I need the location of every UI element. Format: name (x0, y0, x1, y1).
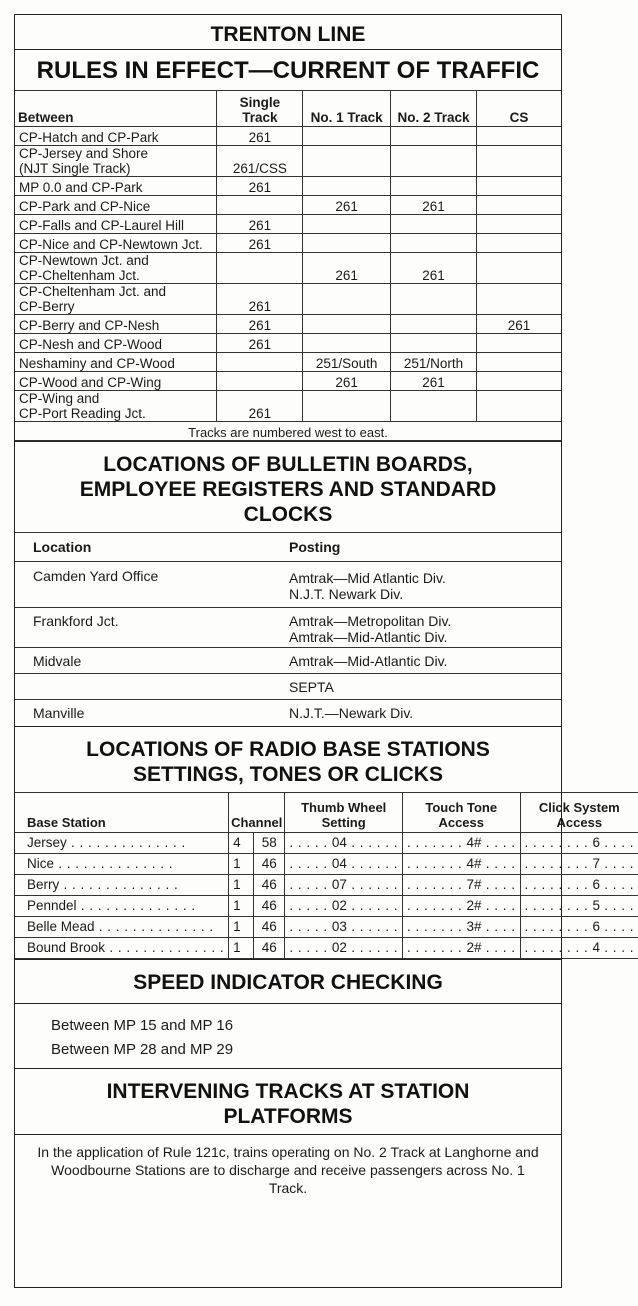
rules-cell-value: 251/North (391, 353, 477, 372)
rules-cell-value (476, 391, 561, 422)
radio-touch-value: 3# (466, 919, 482, 934)
bulletin-row (15, 674, 561, 700)
rules-cell-value (476, 253, 561, 284)
radio-channel-b: 46 (254, 916, 285, 937)
rules-cell-value (391, 127, 477, 146)
radio-click: . . . . . . . . 6 . . . . (520, 832, 638, 853)
radio-touch: . . . . . . . 2# . . . . (402, 937, 520, 958)
rules-note: Tracks are numbered west to east. (15, 422, 561, 441)
bulletin-posting: Amtrak—Mid Atlantic Div. N.J.T. Newark Div. (271, 562, 561, 608)
radio-thumb-value: 04 (331, 835, 347, 850)
speed-title: SPEED INDICATOR CHECKING (133, 970, 443, 994)
bulletin-location (15, 674, 271, 700)
rules-cell-value (476, 127, 561, 146)
rules-cell-value (391, 234, 477, 253)
radio-channel-b: 46 (254, 874, 285, 895)
radio-touch: . . . . . . . 4# . . . . (402, 853, 520, 874)
intervening-text: In the application of Rule 121c, trains operating on No. 2 Track at Langhorne and Woodbourne Stations are to discharge and receive passengers across No. 1 Track. (37, 1143, 539, 1196)
radio-channel-a: 1 (229, 937, 254, 958)
radio-thumb: . . . . . 04 . . . . . . (285, 832, 403, 853)
radio-click: . . . . . . . . 7 . . . . (520, 853, 638, 874)
radio-thumb: . . . . . 03 . . . . . . (285, 916, 403, 937)
rules-cell-between: CP-Wing and CP-Port Reading Jct. (15, 391, 217, 422)
timetable-page (14, 14, 635, 1288)
rules-cell-value: 261 (391, 253, 477, 284)
rules-cell-between: CP-Hatch and CP-Park (15, 127, 217, 146)
rules-cell-value: 261 (217, 315, 303, 334)
radio-base-name: Bound Brook (27, 940, 106, 955)
radio-base-station: Berry . . . . . . . . . . . . . . (15, 874, 229, 895)
rules-cell-value (303, 146, 391, 177)
rules-row (15, 253, 561, 284)
rules-cell-value: 261 (217, 391, 303, 422)
radio-thumb-value: 04 (331, 856, 347, 871)
rules-cell-value (391, 391, 477, 422)
rules-cell-value: 261 (303, 196, 391, 215)
rules-col-between: Between (15, 91, 217, 127)
radio-thumb: . . . . . 07 . . . . . . (285, 874, 403, 895)
bulletin-body (15, 562, 561, 726)
rules-col-cs: CS (476, 91, 561, 127)
bulletin-location: Midvale (15, 648, 271, 674)
rules-cell-value (476, 284, 561, 315)
radio-channel-b: 46 (254, 895, 285, 916)
radio-thumb: . . . . . 04 . . . . . . (285, 853, 403, 874)
radio-channel-a: 1 (229, 874, 254, 895)
rules-cell-value (391, 284, 477, 315)
rules-cell-value: 261/CSS (217, 146, 303, 177)
radio-base-station: Nice . . . . . . . . . . . . . . (15, 853, 229, 874)
radio-row (15, 895, 638, 916)
bulletin-row (15, 648, 561, 674)
radio-channel-a: 1 (229, 895, 254, 916)
radio-row (15, 832, 638, 853)
bulletin-posting: Amtrak—Mid-Atlantic Div. (271, 648, 561, 674)
radio-click-value: 6 (592, 835, 601, 850)
rules-cell-value (476, 215, 561, 234)
rules-row (15, 177, 561, 196)
rules-cell-value (476, 146, 561, 177)
radio-touch: . . . . . . . 3# . . . . (402, 916, 520, 937)
radio-row (15, 916, 638, 937)
radio-touch: . . . . . . . 2# . . . . (402, 895, 520, 916)
radio-thumb: . . . . . 02 . . . . . . (285, 895, 403, 916)
radio-col-channel: Channel (229, 792, 285, 832)
rules-cell-value (303, 315, 391, 334)
radio-channel-a: 4 (229, 832, 254, 853)
radio-click: . . . . . . . . 4 . . . . (520, 937, 638, 958)
rules-row (15, 353, 561, 372)
rules-cell-value: 261 (476, 315, 561, 334)
rules-cell-value: 261 (217, 234, 303, 253)
radio-channel-b: 46 (254, 853, 285, 874)
radio-base-station: Jersey . . . . . . . . . . . . . . (15, 832, 229, 853)
rules-row (15, 196, 561, 215)
bulletin-posting: N.J.T.—Newark Div. (271, 700, 561, 726)
radio-touch-value: 7# (466, 877, 482, 892)
radio-click-value: 6 (592, 877, 601, 892)
bulletin-location: Camden Yard Office (15, 562, 271, 608)
bulletin-location: Frankford Jct. (15, 608, 271, 648)
rules-row (15, 127, 561, 146)
rules-cell-value (476, 234, 561, 253)
rules-cell-between: MP 0.0 and CP-Park (15, 177, 217, 196)
bulletin-posting: Amtrak—Metropolitan Div. Amtrak—Mid-Atlantic Div. (271, 608, 561, 648)
bulletin-posting: SEPTA (271, 674, 561, 700)
rules-cell-between: CP-Falls and CP-Laurel Hill (15, 215, 217, 234)
rules-cell-between: CP-Park and CP-Nice (15, 196, 217, 215)
rules-cell-value (476, 177, 561, 196)
radio-thumb-value: 02 (331, 940, 347, 955)
rules-cell-value (476, 196, 561, 215)
radio-channel-a: 1 (229, 853, 254, 874)
radio-col-thumb: Thumb Wheel Setting (285, 792, 403, 832)
bulletin-title: LOCATIONS OF BULLETIN BOARDS, EMPLOYEE REGISTERS AND STANDARD CLOCKS (79, 453, 497, 526)
rules-cell-value (217, 353, 303, 372)
radio-col-click: Click System Access (520, 792, 638, 832)
radio-col-base: Base Station (15, 792, 229, 832)
radio-thumb-value: 03 (331, 919, 347, 934)
bulletin-row (15, 700, 561, 726)
radio-base-station: Bound Brook . . . . . . . . . . . . . . (15, 937, 229, 958)
rules-cell-value (303, 284, 391, 315)
radio-click: . . . . . . . . 6 . . . . (520, 874, 638, 895)
radio-title: LOCATIONS OF RADIO BASE STATIONS SETTINGS, TONES OR CLICKS (86, 737, 490, 786)
rules-cell-between: CP-Nice and CP-Newtown Jct. (15, 234, 217, 253)
rules-cell-value: 261 (303, 372, 391, 391)
rules-cell-value (217, 253, 303, 284)
radio-click-value: 6 (592, 919, 601, 934)
rules-row (15, 334, 561, 353)
rules-cell-value (303, 391, 391, 422)
bulletin-col-location: Location (15, 533, 271, 562)
radio-row (15, 853, 638, 874)
speed-line-2: Between MP 28 and MP 29 (51, 1040, 234, 1058)
rules-cell-value (303, 127, 391, 146)
rules-cell-value: 261 (217, 334, 303, 353)
rules-col-no2: No. 2 Track (391, 91, 477, 127)
rules-row (15, 372, 561, 391)
rules-cell-value (391, 334, 477, 353)
radio-base-name: Penndel (27, 898, 77, 913)
rules-cell-value (303, 334, 391, 353)
radio-base-name: Nice (27, 856, 55, 871)
rules-cell-value: 261 (217, 284, 303, 315)
rules-cell-between: CP-Newtown Jct. and CP-Cheltenham Jct. (15, 253, 217, 284)
rules-col-single: Single Track (217, 91, 303, 127)
radio-touch-value: 2# (466, 940, 482, 955)
rules-table (15, 90, 561, 441)
radio-touch: . . . . . . . 4# . . . . (402, 832, 520, 853)
speed-line-1: Between MP 15 and MP 16 (51, 1016, 234, 1034)
rules-cell-value: 261 (217, 177, 303, 196)
rules-cell-value (476, 334, 561, 353)
radio-base-name: Berry (27, 877, 60, 892)
rules-cell-between: CP-Cheltenham Jct. and CP-Berry (15, 284, 217, 315)
rules-cell-value: 261 (391, 196, 477, 215)
rules-col-no1: No. 1 Track (303, 91, 391, 127)
radio-click-value: 4 (592, 940, 601, 955)
radio-click-value: 5 (592, 898, 601, 913)
line-title: TRENTON LINE (210, 23, 366, 46)
radio-base-station: Belle Mead . . . . . . . . . . . . . . (15, 916, 229, 937)
radio-click: . . . . . . . . 6 . . . . (520, 916, 638, 937)
rules-cell-value (303, 234, 391, 253)
bulletin-row (15, 562, 561, 608)
rules-cell-between: CP-Wood and CP-Wing (15, 372, 217, 391)
rules-cell-value: 251/South (303, 353, 391, 372)
radio-channel-b: 46 (254, 937, 285, 958)
rules-row (15, 315, 561, 334)
radio-touch-value: 4# (466, 856, 482, 871)
radio-thumb: . . . . . 02 . . . . . . (285, 937, 403, 958)
radio-touch-value: 4# (466, 835, 482, 850)
rules-cell-between: CP-Nesh and CP-Wood (15, 334, 217, 353)
rules-cell-value: 261 (391, 372, 477, 391)
rules-row (15, 284, 561, 315)
radio-base-name: Belle Mead (27, 919, 95, 934)
rules-cell-value (391, 215, 477, 234)
rules-cell-between: Neshaminy and CP-Wood (15, 353, 217, 372)
radio-thumb-value: 02 (331, 898, 347, 913)
rules-row (15, 215, 561, 234)
rules-cell-value (476, 372, 561, 391)
radio-thumb-value: 07 (331, 877, 347, 892)
rules-body (15, 127, 561, 441)
rules-cell-value: 261 (217, 215, 303, 234)
bulletin-location: Manville (15, 700, 271, 726)
radio-touch-value: 2# (466, 898, 482, 913)
rules-cell-value (303, 215, 391, 234)
bulletin-col-posting: Posting (271, 533, 561, 562)
radio-base-station: Penndel . . . . . . . . . . . . . . (15, 895, 229, 916)
rules-cell-value (391, 146, 477, 177)
bulletin-table (15, 532, 561, 726)
rules-cell-value (303, 177, 391, 196)
rules-cell-value (391, 177, 477, 196)
radio-row (15, 874, 638, 895)
rules-row (15, 391, 561, 422)
intervening-title: INTERVENING TRACKS AT STATION PLATFORMS (106, 1079, 470, 1128)
bulletin-row (15, 608, 561, 648)
radio-click-value: 7 (592, 856, 601, 871)
radio-touch: . . . . . . . 7# . . . . (402, 874, 520, 895)
rules-cell-value: 261 (217, 127, 303, 146)
rules-cell-value (391, 315, 477, 334)
radio-body (15, 832, 638, 958)
rules-cell-value (217, 372, 303, 391)
radio-base-name: Jersey (27, 835, 67, 850)
speed-lines (15, 1004, 561, 1068)
radio-click: . . . . . . . . 5 . . . . (520, 895, 638, 916)
rules-cell-value (476, 353, 561, 372)
rules-title: RULES IN EFFECT—CURRENT OF TRAFFIC (15, 49, 561, 90)
radio-row (15, 937, 638, 958)
radio-table (15, 792, 638, 959)
rules-cell-value (217, 196, 303, 215)
rules-cell-between: CP-Jersey and Shore (NJT Single Track) (15, 146, 217, 177)
rules-cell-between: CP-Berry and CP-Nesh (15, 315, 217, 334)
radio-channel-a: 1 (229, 916, 254, 937)
rules-cell-value: 261 (303, 253, 391, 284)
radio-channel-b: 58 (254, 832, 285, 853)
rules-row (15, 146, 561, 177)
rules-row (15, 234, 561, 253)
radio-col-touch: Touch Tone Access (402, 792, 520, 832)
